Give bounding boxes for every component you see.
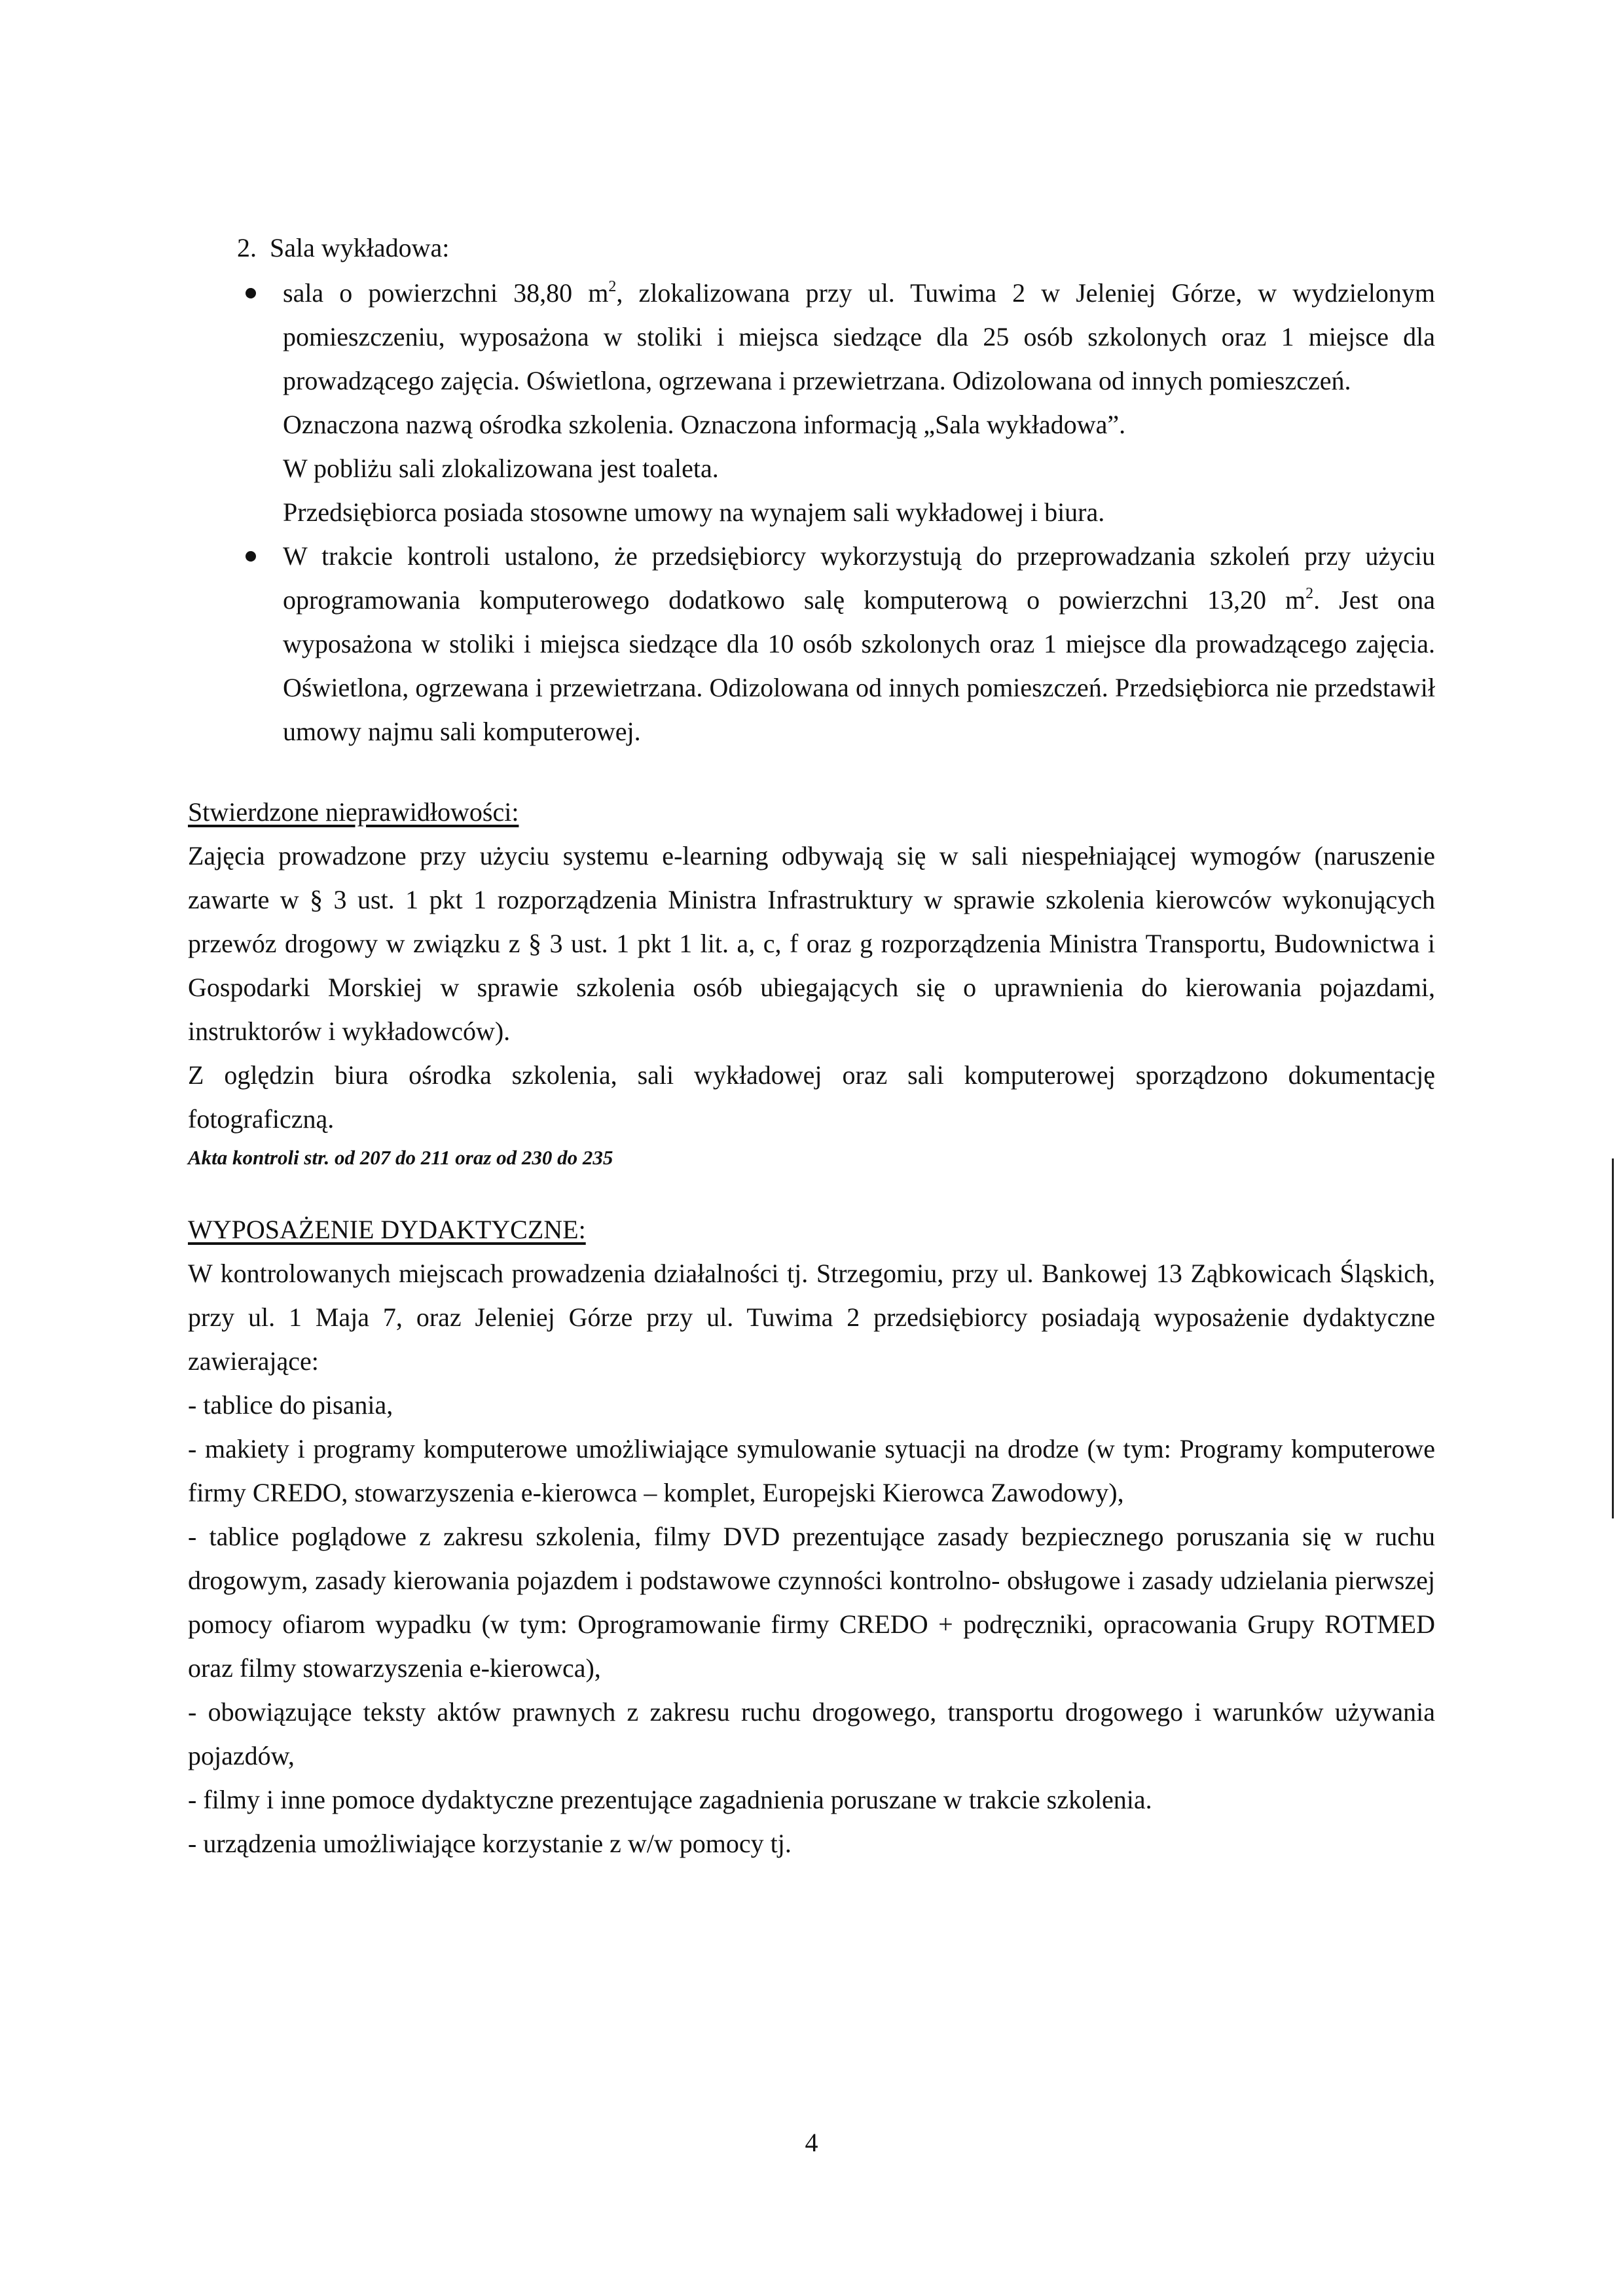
bullet-icon xyxy=(246,551,256,562)
bullet-text-part: sala o powierzchni 38,80 m xyxy=(283,278,609,308)
equipment-item: - filmy i inne pomoce dydaktyczne prezentujące zagadnienia poruszane w trakcie szkolenia. xyxy=(188,1785,1152,1814)
equipment-intro: W kontrolowanych miejscach prowadzenia działalności tj. Strzegomiu, przy ul. Bankowej 13 Ząbkowicach Śląskich, przy ul. 1 Maja 7, oraz Jeleniej Górze przy ul. Tuwima 2 przedsiębiorcy posiadają wyposażenie dydaktyczne zawierające: xyxy=(188,1259,1435,1376)
irregularities-heading: Stwierdzone nieprawidłowości: xyxy=(188,797,519,827)
page-content xyxy=(188,226,1435,1865)
files-reference: Akta kontroli str. od 207 do 211 oraz od 230 do 235 xyxy=(188,1146,613,1169)
section-number: 2. xyxy=(237,233,257,262)
bullet-text-part: W trakcie kontroli ustalono, że przedsiębiorcy wykorzystują do przeprowadzania szkoleń przy użyciu oprogramowania komputerowego dodatkowo salę komputerową o powierzchni 13,20 m xyxy=(283,541,1435,615)
bullet-line: Przedsiębiorca posiada stosowne umowy na wynajem sali wykładowej i biura. xyxy=(283,497,1105,527)
equipment-item: - makiety i programy komputerowe umożliwiające symulowanie sytuacji na drodze (w tym: Programy komputerowe firmy CREDO, stowarzyszenia e-kierowca – komplet, Europejski Kierowca Zawodowy), xyxy=(188,1434,1435,1507)
section-title: Sala wykładowa: xyxy=(270,233,450,262)
bullet-text xyxy=(283,534,1435,753)
equipment-item: - urządzenia umożliwiające korzystanie z w/w pomocy tj. xyxy=(188,1829,792,1858)
margin-line xyxy=(1612,1158,1614,1518)
spacer xyxy=(188,1175,1435,1208)
spacer xyxy=(188,753,1435,790)
equipment-heading: WYPOSAŻENIE DYDAKTYCZNE: xyxy=(188,1215,586,1244)
section-heading xyxy=(237,226,1435,270)
bullet-icon xyxy=(246,288,256,298)
bullet-item-computer-room xyxy=(188,534,1435,753)
bullet-text xyxy=(283,271,1435,403)
page-number: 4 xyxy=(805,2128,818,2157)
superscript: 2 xyxy=(1305,585,1314,602)
superscript: 2 xyxy=(608,278,617,295)
equipment-item: - obowiązujące teksty aktów prawnych z zakresu ruchu drogowego, transportu drogowego i warunków używania pojazdów, xyxy=(188,1697,1435,1770)
bullet-line: Oznaczona nazwą ośrodka szkolenia. Oznaczona informacją „Sala wykładowa”. xyxy=(283,410,1126,439)
equipment-item: - tablice poglądowe z zakresu szkolenia, filmy DVD prezentujące zasady bezpiecznego poruszania się w ruchu drogowym, zasady kierowania pojazdem i podstawowe czynności kontrolno- obsługowe i zasady udzielania pierwszej pomocy ofiarom wypadku (w tym: Oprogramowanie firmy CREDO + podręczniki, opracowania Grupy ROTMED oraz filmy stowarzyszenia e-kierowca), xyxy=(188,1522,1435,1683)
bullet-item-lecture-hall xyxy=(188,271,1435,534)
documentation-paragraph: Z oględzin biura ośrodka szkolenia, sali wykładowej oraz sali komputerowej sporządzono dokumentację fotograficzną. xyxy=(188,1060,1435,1134)
bullet-line: W pobliżu sali zlokalizowana jest toaleta. xyxy=(283,454,719,483)
irregularities-paragraph: Zajęcia prowadzone przy użyciu systemu e-learning odbywają się w sali niespełniającej wymogów (naruszenie zawarte w § 3 ust. 1 pkt 1 rozporządzenia Ministra Infrastruktury w sprawie szkolenia kierowców wykonujących przewóz drogowy w związku z § 3 ust. 1 pkt 1 lit. a, c, f oraz g rozporządzenia Ministra Transportu, Budownictwa i Gospodarki Morskiej w sprawie szkolenia osób ubiegających się o uprawnienia do kierowania pojazdami, instruktorów i wykładowców). xyxy=(188,841,1435,1046)
bullet-text-part: . Jest ona wyposażona w stoliki i miejsca siedzące dla 10 osób szkolonych oraz 1 miejsce dla prowadzącego zajęcia. Oświetlona, ogrzewana i przewietrzana. Odizolowana od innych pomieszczeń. Przedsiębiorca nie przedstawił umowy najmu sali komputerowej. xyxy=(283,585,1435,746)
equipment-item: - tablice do pisania, xyxy=(188,1390,393,1420)
bullet-text-part: , zlokalizowana przy ul. Tuwima 2 w Jeleniej Górze, w wydzielonym pomieszczeniu, wyposażona w stoliki i miejsca siedzące dla 25 osób szkolonych oraz 1 miejsce dla prowadzącego zajęcia. Oświetlona, ogrzewana i przewietrzana. Odizolowana od innych pomieszczeń. xyxy=(283,278,1435,395)
